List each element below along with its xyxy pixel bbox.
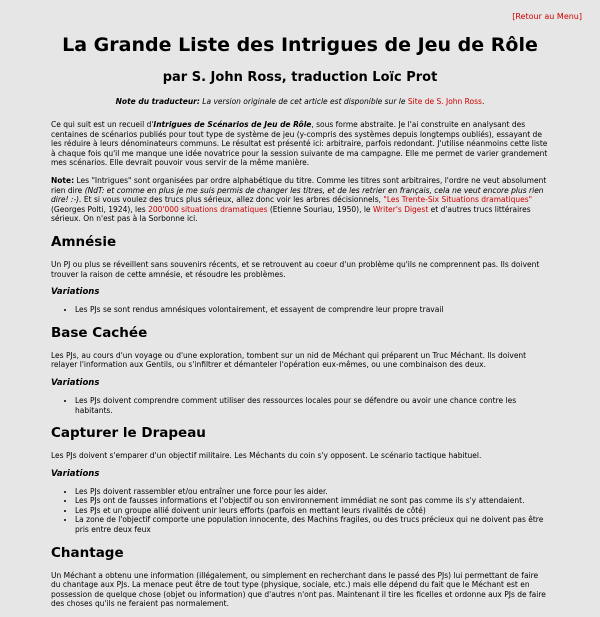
variation-item: • Les PJs doivent rassembler et/ou entraîner une force pour les aider. xyxy=(75,487,549,497)
section-title: Chantage xyxy=(51,544,124,561)
note-text2: Et si vous voulez des trucs plus sérieux, allez donc voir les arbres décisionnels, xyxy=(83,195,381,205)
section-text: Un PJ ou plus se réveillent sans souvenirs récents, et se retrouvent au coeur d'un problème qu'ils ne comprennent pas. Ils doivent trouver la raison de cette amnésie, et résoudre les problèmes. xyxy=(51,259,540,279)
variation-item: • Les PJs doivent comprendre comment utiliser des ressources locales pour se défendre ou avoir une chance contre les habitants. xyxy=(75,396,549,415)
return-menu-link[interactable]: [Retour au Menu] xyxy=(512,12,582,21)
note-text5: et d'autres trucs littéraires sérieux. On n'est pas à la Sorbonne ici. xyxy=(51,204,531,224)
translator-note-text: La version originale de cet article est disponible sur le xyxy=(202,97,406,106)
section-text: Les PJs doivent s'emparer d'un objectif militaire. Les Méchants du coin s'y opposent. Le scénario tactique habituel. xyxy=(51,451,482,461)
byline: par S. John Ross, traduction Loïc Prot xyxy=(162,70,438,85)
section-title: Capturer le Drapeau xyxy=(51,425,206,442)
top-nav xyxy=(512,12,582,21)
intro-paragraph xyxy=(51,120,549,168)
intro-part1: Ce qui suit est un recueil d' xyxy=(51,120,154,129)
translator-note-end: . xyxy=(481,97,485,106)
variations-list xyxy=(51,487,549,535)
variation-item: • Les PJs se sont rendus amnésiques volontairement, et essayent de comprendre leur propre travail xyxy=(75,305,549,315)
intro-italic: Intrigues de Scénarios de Jeu de Rôle xyxy=(153,120,312,129)
translator-note-label: Note du traducteur: xyxy=(115,97,200,106)
note-label: Note: xyxy=(51,175,75,185)
souriau-link[interactable]: 200'000 situations dramatiques xyxy=(148,204,268,214)
variations-heading: Variations xyxy=(51,377,100,388)
variation-item: • La zone de l'objectif comporte une population innocente, des Machins fragiles, ou des trucs précieux qui ne doivent pas être pris entre deux feux xyxy=(75,515,549,534)
variations-list xyxy=(51,305,549,315)
section-text: Les PJs, au cours d'un voyage ou d'une exploration, tombent sur un nid de Méchant qui préparent un Truc Méchant. Ils doivent relayer l'information aux Gentils, ou s'infiltrer et démanteler l'opération eux-mêmes, ou une combinaison des deux. xyxy=(51,350,527,370)
section-title: Amnésie xyxy=(51,233,117,250)
variations-heading: Variations xyxy=(51,468,100,479)
intro-part2: , sous forme abstraite. Je l'ai construite en analysant des centaines de scénarios publiés pour tout type de système de jeu (y-compris des systèmes depuis longtemps oubliés), essayant de les réduire à leurs dénominateurs communs. Le résultat est présenté ici: arbitraire, parfois redondant. J'utilise néanmoins cette liste à chaque fois qu'il me manque une idée novatrice pour la session suivante de ma campagne. Elle me permet de varier grandement mes scénarios. Elle devrait pouvoir vous servir de la même manière. xyxy=(51,120,548,168)
note-text4: (Etienne Souriau, 1950), le xyxy=(269,204,371,214)
writers-digest-link[interactable]: Writer's Digest xyxy=(372,204,429,214)
section-text: Un Méchant a obtenu une information (illégalement, ou simplement en recherchant dans le passé des PJs) lui permettant de faire du chantage aux PJs. La menace peut être de tout type (physique, sociale, etc.) mais elle dépend du fait que le Méchant est en possession de quelque chose (objet ou information) que d'autres n'ont pas. Maintenant il tire les ficelles et ordonne aux PJs de faire des choses qu'ils ne feraient pas normalement. xyxy=(51,570,546,609)
variations-list xyxy=(51,396,549,415)
note-paragraph xyxy=(51,176,549,224)
page-title: La Grande Liste des Intrigues de Jeu de Rôle xyxy=(62,34,538,56)
variation-item: • Les PJs et un groupe allié doivent unir leurs efforts (parfois en mettant leurs rivalités de côté) xyxy=(75,506,549,516)
ross-site-link[interactable]: Site de S. John Ross xyxy=(407,97,482,106)
variation-item: • Les PJs ont de fausses informations et l'objectif ou son environnement immédiat ne sont pas comme ils s'y attendaient. xyxy=(75,496,549,506)
polti-link[interactable]: "Les Trente-Six Situations dramatiques" xyxy=(383,195,533,205)
note-italic: (NdT: et comme en plus je me suis permis de changer les titres, et de les retrier en français, cela ne veut encore plus rien dire! :-). xyxy=(51,185,544,205)
article xyxy=(51,34,549,617)
variations-heading: Variations xyxy=(51,287,100,298)
note-text1: Les "Intrigues" sont organisées par ordre alphabétique du titre. Comme les titres sont arbitraires, l'ordre ne veut absolument rien dire xyxy=(51,175,547,195)
section-title: Base Cachée xyxy=(51,324,148,341)
translator-note xyxy=(51,97,549,106)
note-text3: (Georges Polti, 1924), les xyxy=(51,204,146,214)
